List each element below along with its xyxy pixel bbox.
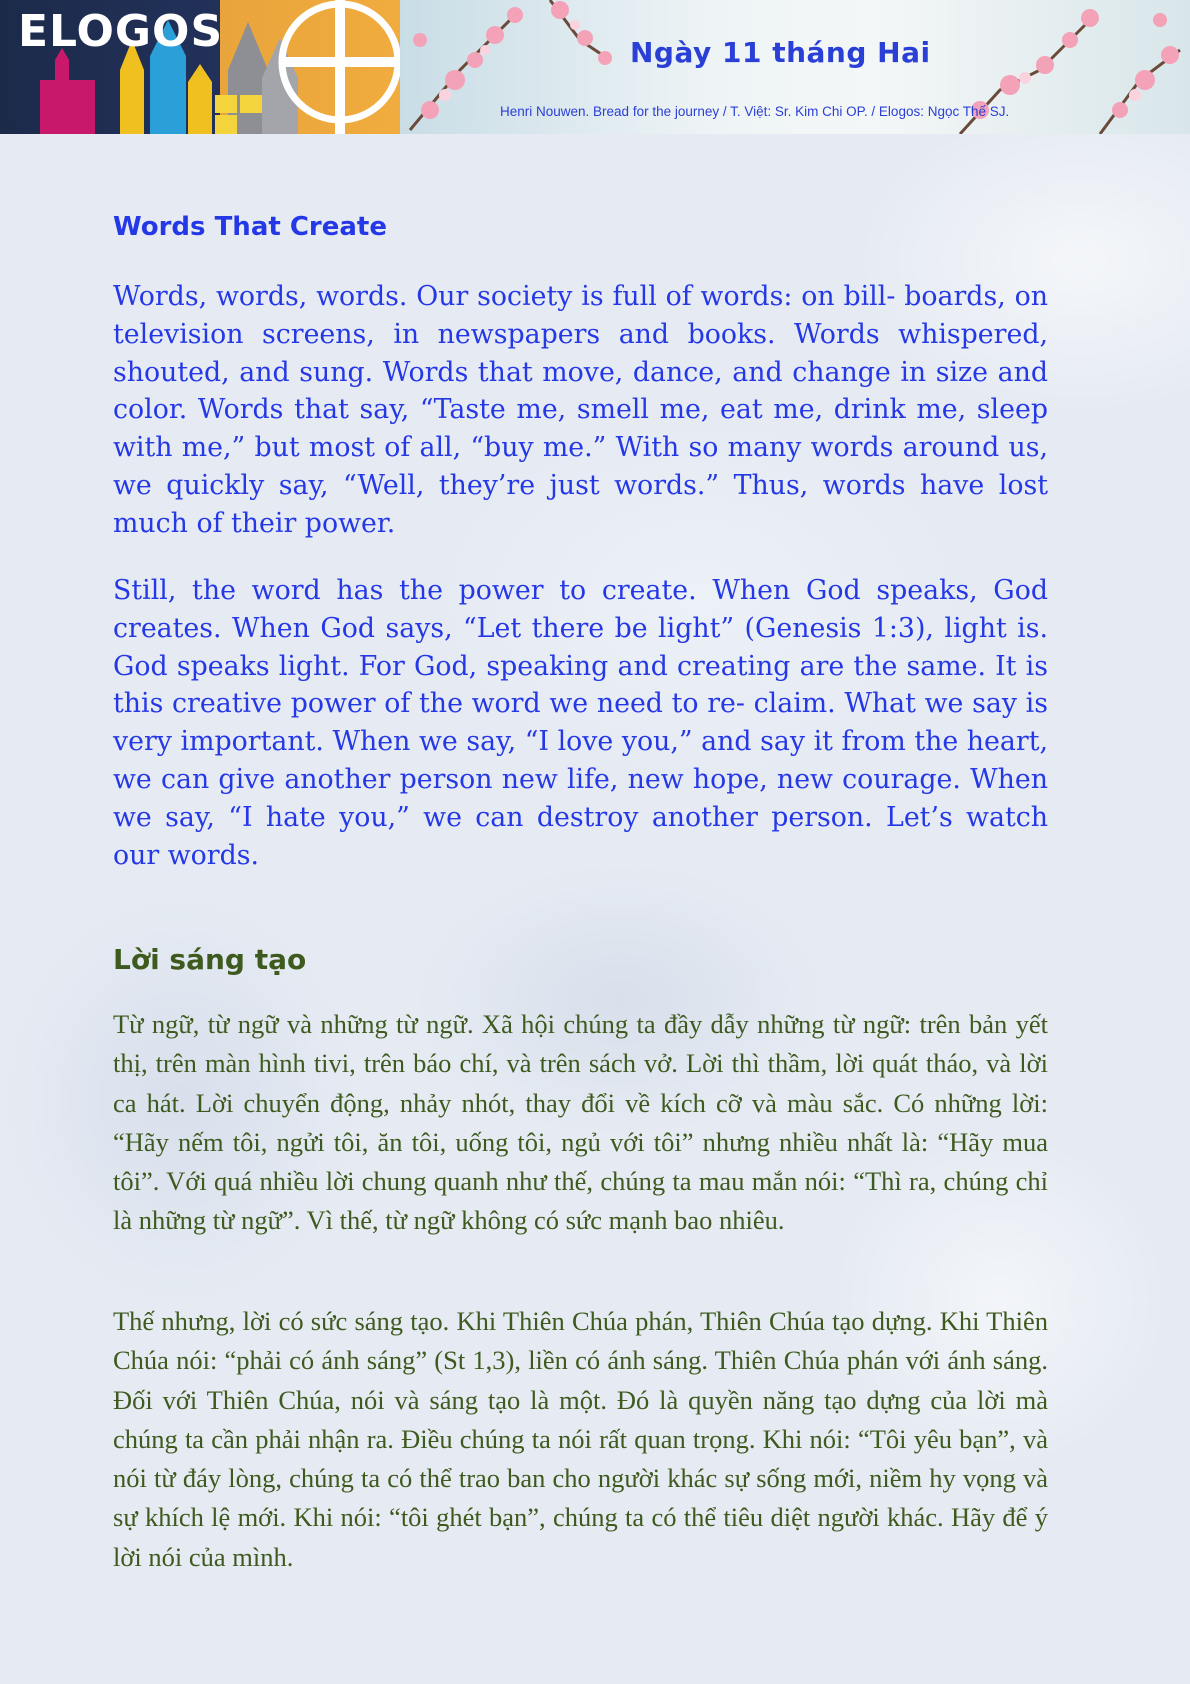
vietnamese-paragraph-2: Thế nhưng, lời có sức sáng tạo. Khi Thiên Chúa phán, Thiên Chúa tạo dựng. Khi Thiên Chúa nói: “phải có ánh sáng” (St 1,3), liền có ánh sáng. Thiên Chúa phán với ánh sáng. Đối với Thiên Chúa, nói và sáng tạo là một. Đó là quyền năng tạo dựng của lời mà chúng ta cần phải nhận ra. Điều chúng ta nói rất quan trọng. Khi nói: “Tôi yêu bạn”, và nói từ đáy lòng, chúng ta có thể trao ban cho người khác sự sống mới, niềm hy vọng và sự khích lệ mới. Khi nói: “tôi ghét bạn”, chúng ta có thể tiêu diệt người khác. Hãy để ý lời nói của mình. [113,1306,1048,1572]
credit-line: Henri Nouwen. Bread for the journey / T. Việt: Sr. Kim Chi OP. / Elogos: Ngọc Thế SJ. [500,104,1010,119]
vietnamese-title: Lời sáng tạo [113,943,307,976]
vietnamese-paragraph-1: Từ ngữ, từ ngữ và những từ ngữ. Xã hội chúng ta đầy dẫy những từ ngữ: trên bản yết thị, trên màn hình tivi, trên báo chí, và trên sách vở. Lời thì thầm, lời quát tháo, và lời ca hát. Lời chuyển động, nhảy nhót, thay đổi về kích cỡ và màu sắc. Có những lời: “Hãy nếm tôi, ngửi tôi, ăn tôi, uống tôi, ngủ với tôi” nhưng nhiều nhất là: “Hãy mua tôi”. Với quá nhiều lời chung quanh như thế, chúng ta mau mắn nói: “Thì ra, chúng chỉ là những từ ngữ”. Vì thế, từ ngữ không có sức mạnh bao nhiêu. [113,1009,1048,1236]
english-title: Words That Create [113,212,387,242]
date-banner [400,0,1190,134]
page-header [0,0,1190,134]
english-paragraph-2: Still, the word has the power to create. When God speaks, God creates. When God says, “Let there be light” (Genesis 1:3), light is. God speaks light. For God, speaking and creating are the same. It is this creative power of the word we need to re- claim. What we say is very important. When we say, “I love you,” and say it from the heart, we can give another person new life, new hope, new courage. When we say, “I hate you,” we can destroy another person. Let’s watch our words. [113,575,1048,871]
logo-text: ELOGOS [18,6,224,57]
elogos-logo [0,0,400,134]
english-paragraph-1: Words, words, words. Our society is full of words: on bill- boards, on television screens, in newspapers and books. Words whispered, shouted, and sung. Words that move, dance, and change in size and color. Words that say, “Taste me, smell me, eat me, drink me, sleep with me,” but most of all, “buy me.” With so many words around us, we quickly say, “Well, they’re just words.” Thus, words have lost much of their power. [113,281,1048,539]
date-title: Ngày 11 tháng Hai [630,36,931,69]
